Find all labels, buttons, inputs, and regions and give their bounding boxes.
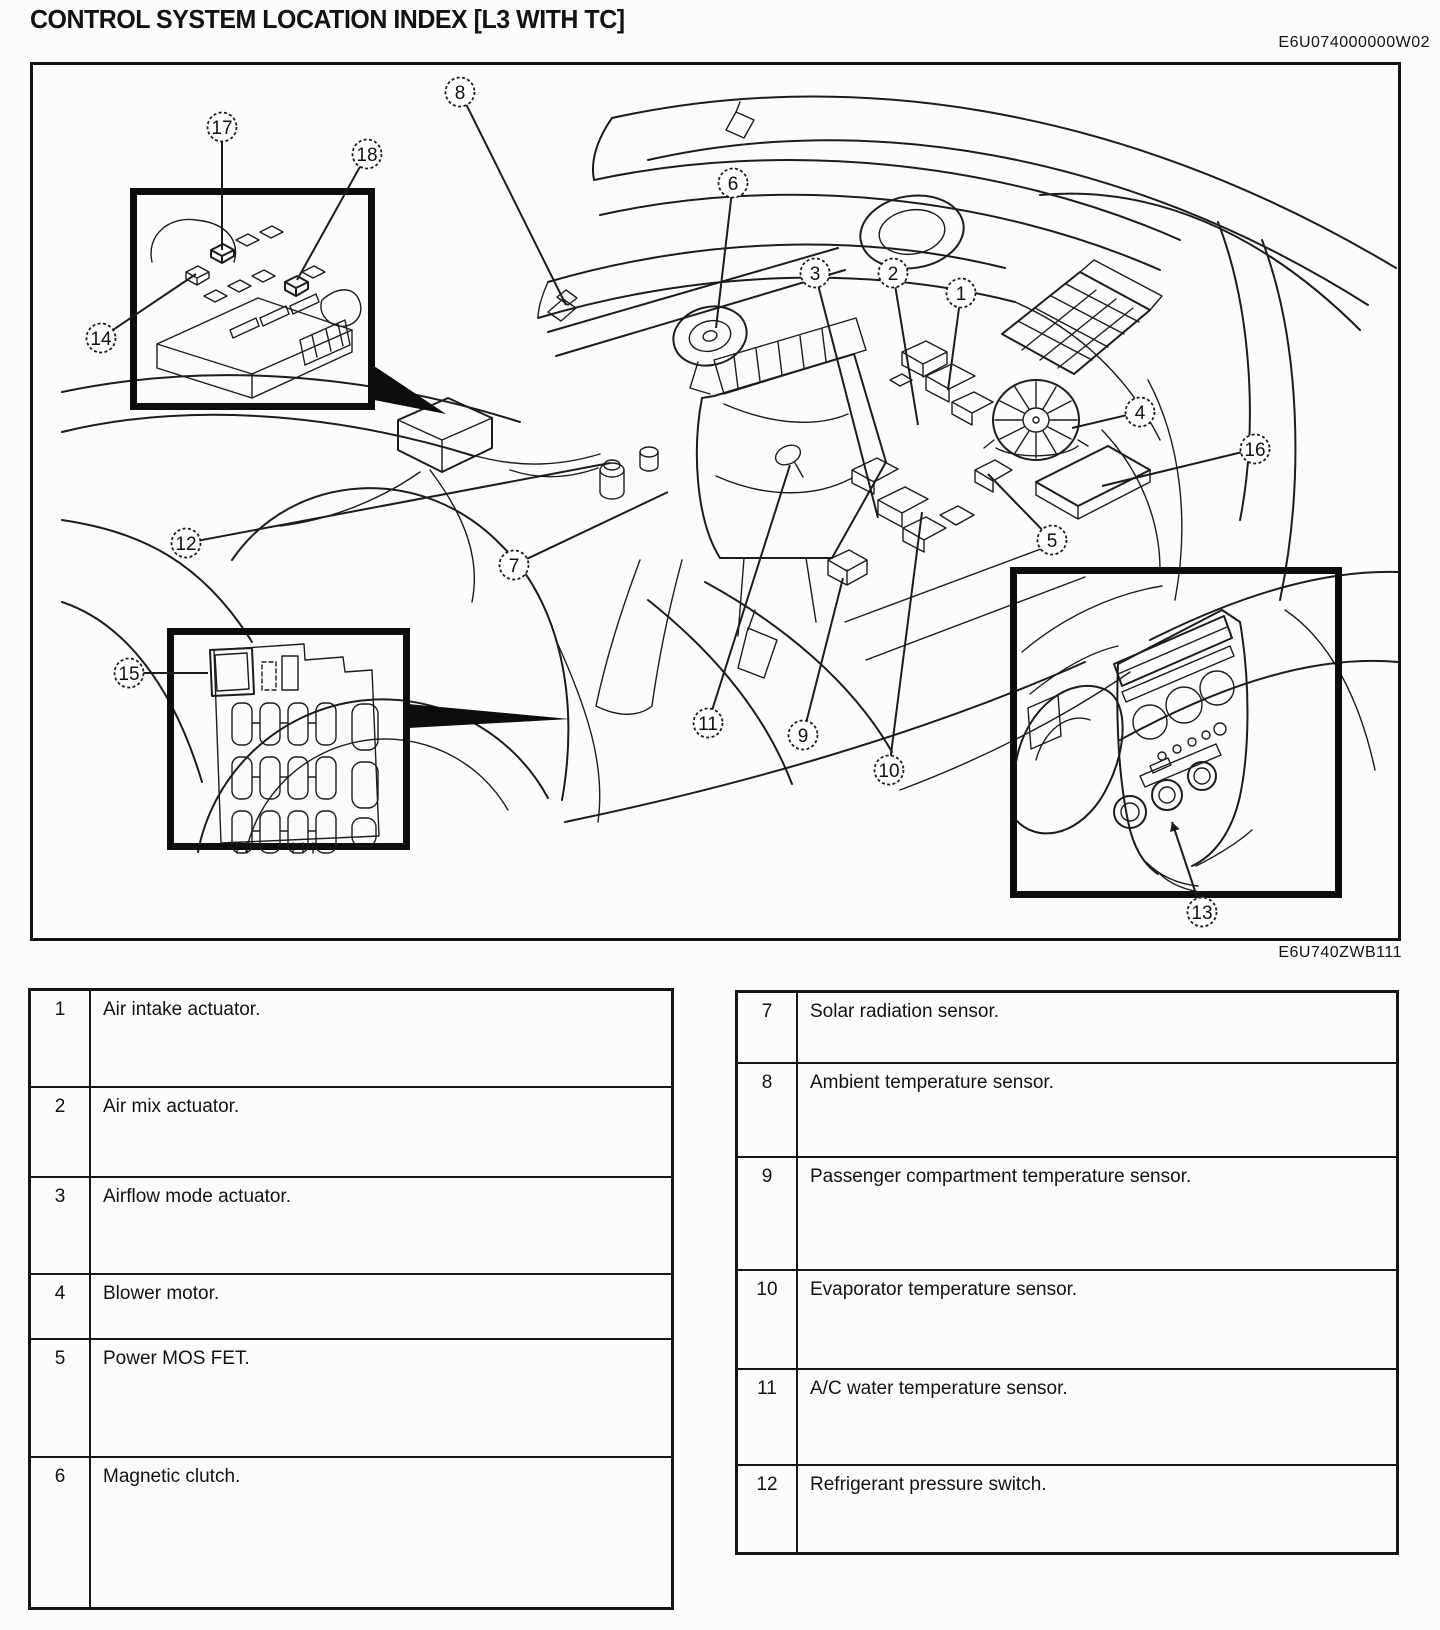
table-row <box>737 1369 1398 1465</box>
item-number: 3 <box>30 1177 91 1274</box>
item-number: 12 <box>737 1465 798 1554</box>
fuse-panel-inset <box>171 632 571 854</box>
svg-text:16: 16 <box>1244 440 1266 461</box>
svg-text:1: 1 <box>955 284 967 305</box>
callout-11 <box>694 465 791 738</box>
callout-5 <box>988 474 1067 555</box>
right-index-table <box>735 990 1399 1555</box>
svg-text:18: 18 <box>356 145 378 166</box>
svg-text:17: 17 <box>211 118 233 139</box>
item-label: Ambient temperature sensor. <box>797 1063 1398 1157</box>
item-label: Magnetic clutch. <box>90 1457 673 1609</box>
center-console-inset <box>1014 571 1339 895</box>
item-number: 5 <box>30 1339 91 1457</box>
table-row <box>737 1063 1398 1157</box>
table-row <box>30 990 673 1087</box>
callout-13 <box>1170 822 1216 927</box>
svg-text:10: 10 <box>878 761 900 782</box>
svg-text:8: 8 <box>454 83 466 104</box>
item-label: Power MOS FET. <box>90 1339 673 1457</box>
svg-text:4: 4 <box>1134 403 1146 424</box>
item-label: Passenger compartment temperature sensor. <box>797 1157 1398 1270</box>
callout-17 <box>208 113 237 251</box>
callout-layer <box>87 78 1270 927</box>
svg-text:14: 14 <box>90 329 112 350</box>
svg-text:5: 5 <box>1046 531 1058 552</box>
table-row <box>737 1157 1398 1270</box>
item-number: 6 <box>30 1457 91 1609</box>
doc-code-bottom: E6U740ZWB111 <box>1278 944 1402 961</box>
item-number: 1 <box>30 990 91 1087</box>
svg-text:11: 11 <box>698 714 718 735</box>
item-label: Refrigerant pressure switch. <box>797 1465 1398 1554</box>
table-row <box>30 1339 673 1457</box>
item-number: 10 <box>737 1270 798 1369</box>
svg-text:9: 9 <box>797 726 809 747</box>
svg-text:7: 7 <box>508 556 520 577</box>
table-row <box>30 1457 673 1609</box>
item-number: 4 <box>30 1274 91 1339</box>
callout-7 <box>500 492 669 580</box>
callout-9 <box>789 578 844 750</box>
item-number: 11 <box>737 1369 798 1465</box>
callout-8 <box>446 78 567 306</box>
table-row <box>30 1087 673 1177</box>
svg-text:6: 6 <box>727 174 739 195</box>
item-label: Air intake actuator. <box>90 990 673 1087</box>
left-index-table <box>28 988 674 1610</box>
item-number: 8 <box>737 1063 798 1157</box>
svg-text:13: 13 <box>1191 903 1213 924</box>
item-label: Airflow mode actuator. <box>90 1177 673 1274</box>
svg-text:2: 2 <box>887 264 899 285</box>
table-row <box>737 1270 1398 1369</box>
callout-14 <box>87 274 197 353</box>
table-row <box>30 1274 673 1339</box>
doc-code-top: E6U074000000W02 <box>1278 34 1430 51</box>
callout-3 <box>801 259 879 519</box>
item-number: 9 <box>737 1157 798 1270</box>
item-label: Blower motor. <box>90 1274 673 1339</box>
relay-box-inset <box>134 192 447 415</box>
item-number: 7 <box>737 992 798 1063</box>
table-row <box>737 1465 1398 1554</box>
item-label: Solar radiation sensor. <box>797 992 1398 1063</box>
svg-text:3: 3 <box>809 264 821 285</box>
callout-16 <box>1102 435 1270 487</box>
svg-text:12: 12 <box>175 534 197 555</box>
table-row <box>737 992 1398 1063</box>
item-label: Air mix actuator. <box>90 1087 673 1177</box>
item-label: Evaporator temperature sensor. <box>797 1270 1398 1369</box>
item-label: A/C water temperature sensor. <box>797 1369 1398 1465</box>
table-row <box>30 1177 673 1274</box>
item-number: 2 <box>30 1087 91 1177</box>
callout-4 <box>1072 398 1155 429</box>
page-title: CONTROL SYSTEM LOCATION INDEX [L3 WITH TC] <box>30 4 625 34</box>
callout-15 <box>115 659 209 688</box>
svg-text:15: 15 <box>118 664 140 685</box>
